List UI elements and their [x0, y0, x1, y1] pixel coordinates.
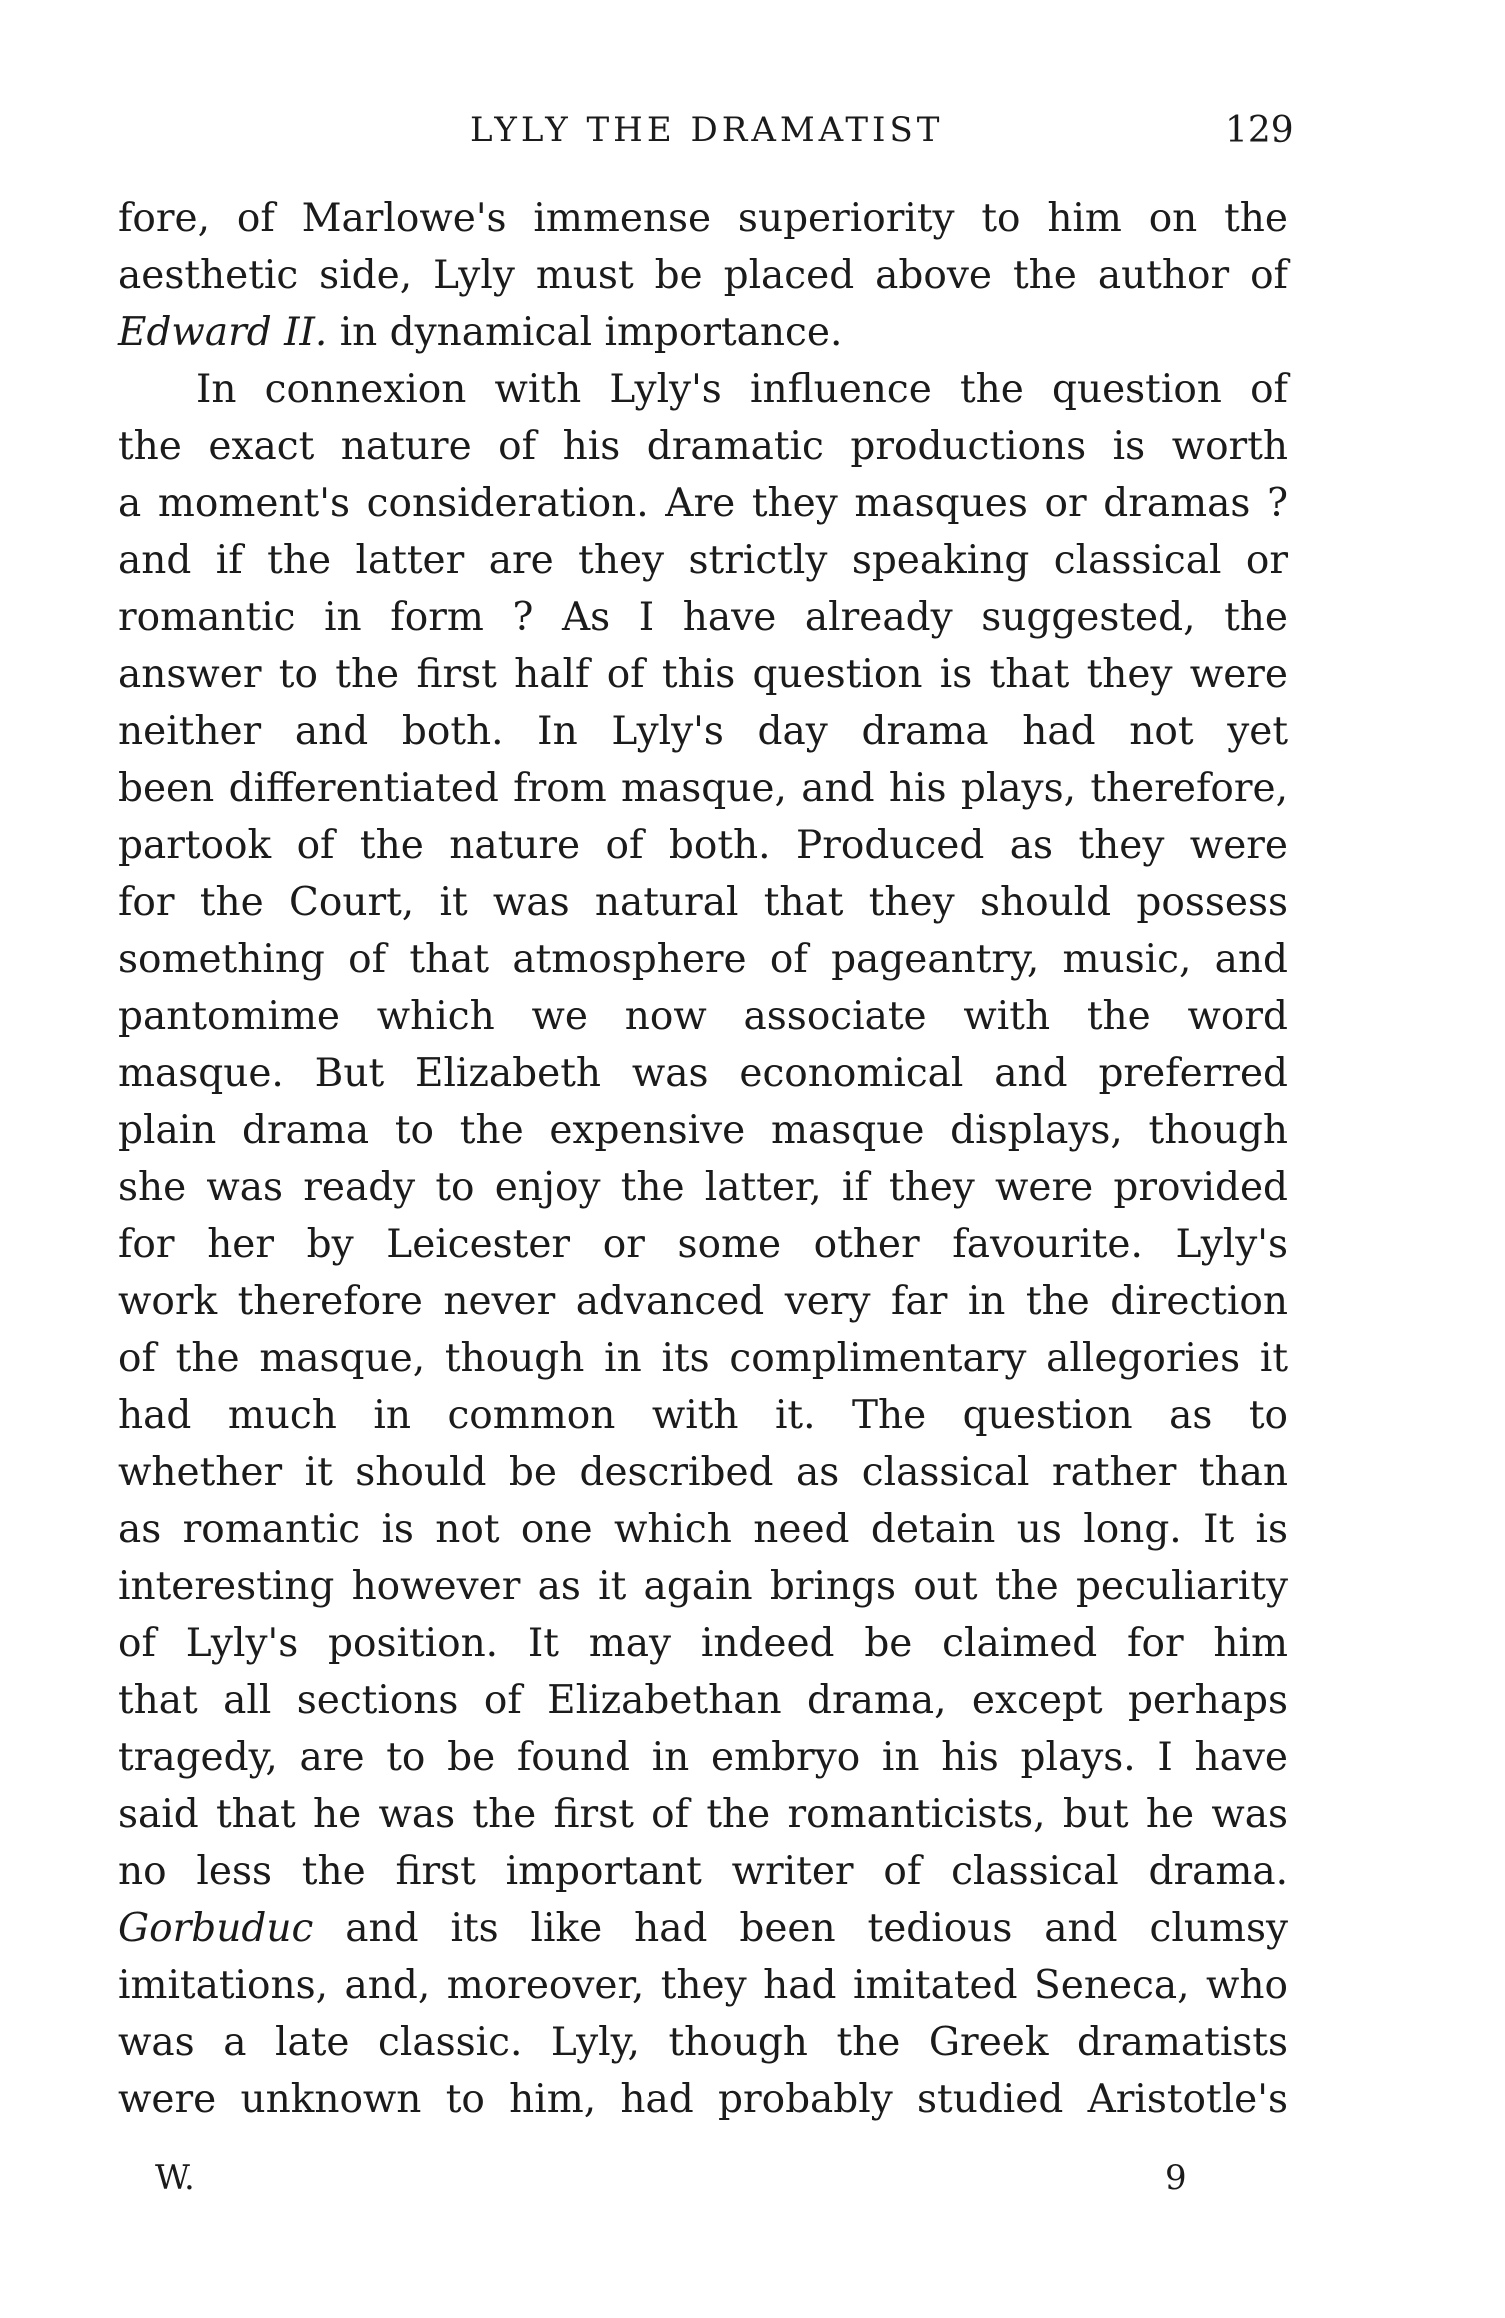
text-line [118, 418, 1288, 475]
text-span: no less the first important writer of classical drama. [118, 1849, 1288, 1894]
text-span: answer to the first half of this question is that they were [118, 652, 1288, 697]
italic-title: Edward II. [118, 310, 328, 355]
text-span: and its like had been tedious and clumsy [313, 1906, 1288, 1951]
text-line [118, 988, 1288, 1045]
text-span: was a late classic. Lyly, though the Greek dramatists [118, 2020, 1288, 2065]
text-span: a moment's consideration. Are they masques or dramas ? [118, 481, 1288, 526]
text-line [118, 874, 1288, 931]
text-span: whether it should be described as classical rather than [118, 1450, 1288, 1495]
text-span: for the Court, it was natural that they should possess [118, 880, 1288, 925]
text-span: pantomime which we now associate with the word [118, 994, 1288, 1039]
text-span: work therefore never advanced very far in the direction [118, 1279, 1288, 1324]
text-span: something of that atmosphere of pageantry, music, and [118, 937, 1288, 982]
text-span: tragedy, are to be found in embryo in his plays. I have [118, 1735, 1288, 1780]
text-line [118, 1273, 1288, 1330]
text-span: in dynamical importance. [327, 310, 843, 355]
text-line [118, 760, 1288, 817]
text-span: In connexion with Lyly's influence the question of [196, 367, 1288, 412]
text-line [118, 1216, 1288, 1273]
text-span: interesting however as it again brings out the peculiarity [118, 1564, 1288, 1609]
text-line [118, 1843, 1288, 1900]
text-span: neither and both. In Lyly's day drama had not yet [118, 709, 1288, 754]
text-line [118, 2014, 1288, 2071]
text-line [118, 190, 1288, 247]
text-line [118, 646, 1288, 703]
text-line [118, 304, 1288, 361]
text-line [118, 1900, 1288, 1957]
text-span: she was ready to enjoy the latter, if they were provided [118, 1165, 1288, 1210]
text-line [118, 1729, 1288, 1786]
italic-title: Gorbuduc [118, 1906, 314, 1951]
text-span: the exact nature of his dramatic productions is worth [118, 424, 1288, 469]
text-line [118, 361, 1288, 418]
page-number: 129 [1225, 110, 1294, 151]
text-span: of the masque, though in its complimentary allegories it [118, 1336, 1288, 1381]
text-line [118, 1330, 1288, 1387]
text-line [118, 1501, 1288, 1558]
text-line [118, 2071, 1288, 2128]
text-span: were unknown to him, had probably studied Aristotle's [118, 2077, 1288, 2122]
text-line [118, 1045, 1288, 1102]
text-span: plain drama to the expensive masque displays, though [118, 1108, 1288, 1153]
signature-mark: W. [155, 2158, 195, 2198]
text-line [118, 1957, 1288, 2014]
text-span: of Lyly's position. It may indeed be claimed for him [118, 1621, 1288, 1666]
text-span: said that he was the first of the romanticists, but he was [118, 1792, 1288, 1837]
text-line [118, 1102, 1288, 1159]
text-line [118, 589, 1288, 646]
text-span: had much in common with it. The question as to [118, 1393, 1288, 1438]
text-line [118, 1615, 1288, 1672]
text-span: partook of the nature of both. Produced as they were [118, 823, 1288, 868]
text-line [118, 1387, 1288, 1444]
text-span: romantic in form ? As I have already suggested, the [118, 595, 1288, 640]
text-line [118, 1558, 1288, 1615]
text-line [118, 1786, 1288, 1843]
text-span: been differentiated from masque, and his plays, therefore, [118, 766, 1288, 811]
signature-number: 9 [1165, 2158, 1187, 2198]
text-line [118, 1672, 1288, 1729]
running-title: LYLY THE DRAMATIST [470, 110, 944, 150]
text-span: as romantic is not one which need detain us long. It is [118, 1507, 1288, 1552]
text-span: that all sections of Elizabethan drama, except perhaps [118, 1678, 1288, 1723]
text-span: aesthetic side, Lyly must be placed above the author of [118, 253, 1288, 298]
text-line [118, 1444, 1288, 1501]
text-span: and if the latter are they strictly speaking classical or [118, 538, 1288, 583]
text-span: masque. But Elizabeth was economical and preferred [118, 1051, 1288, 1096]
text-line [118, 817, 1288, 874]
text-line [118, 931, 1288, 988]
text-span: for her by Leicester or some other favourite. Lyly's [118, 1222, 1288, 1267]
text-span: imitations, and, moreover, they had imitated Seneca, who [118, 1963, 1288, 2008]
text-line [118, 247, 1288, 304]
text-span: fore, of Marlowe's immense superiority to him on the [118, 196, 1288, 241]
body-text [118, 190, 1288, 2128]
text-line [118, 1159, 1288, 1216]
text-line [118, 475, 1288, 532]
text-line [118, 703, 1288, 760]
text-line [118, 532, 1288, 589]
